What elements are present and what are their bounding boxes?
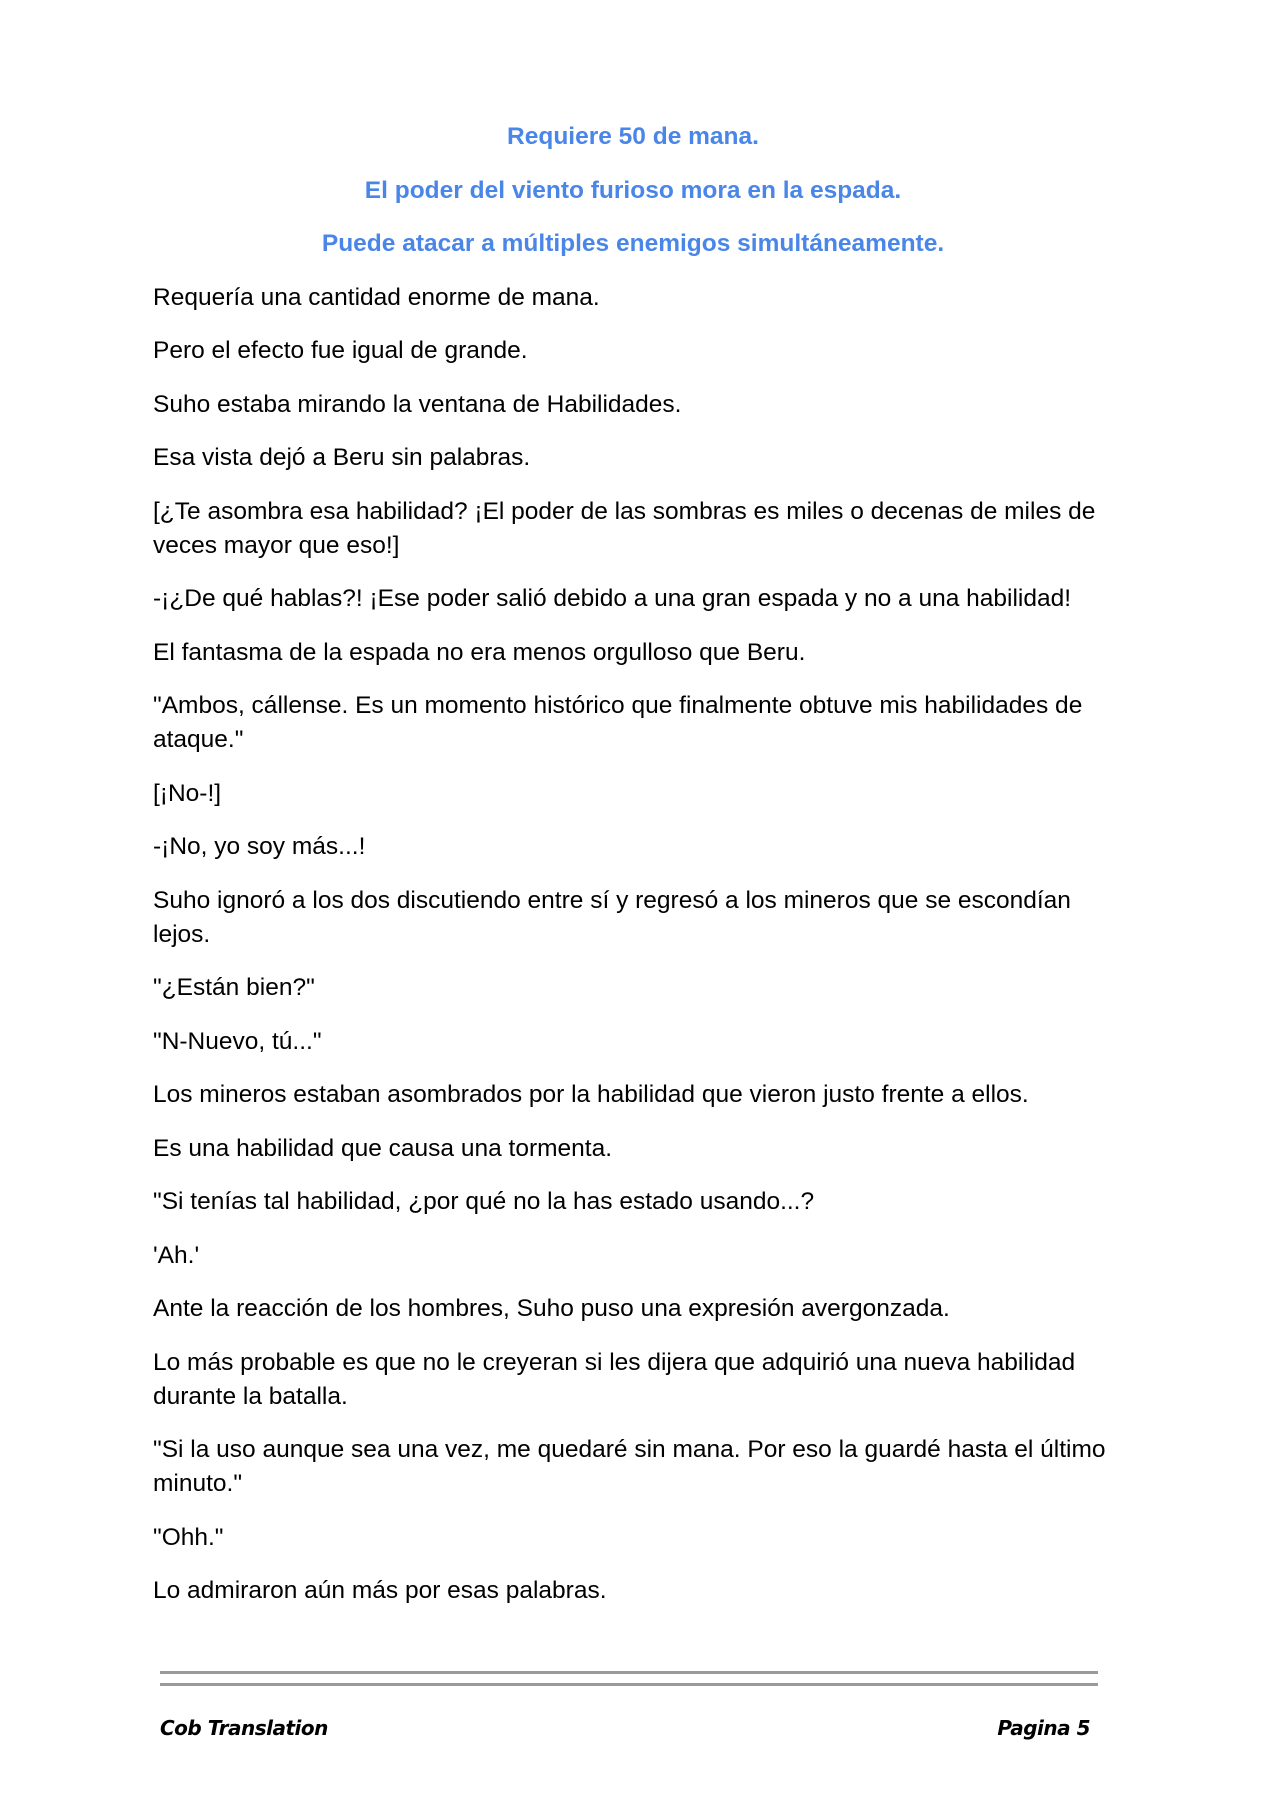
paragraph: Esa vista dejó a Beru sin palabras. — [153, 444, 531, 471]
footer-page-number: Pagina 5 — [997, 1716, 1090, 1740]
skill-line: Requiere 50 de mana. — [507, 123, 759, 150]
paragraph: Los mineros estaban asombrados por la habilidad que vieron justo frente a ellos. — [153, 1081, 1029, 1108]
paragraph: 'Ah.' — [153, 1241, 200, 1269]
paragraph: Requería una cantidad enorme de mana. — [153, 283, 600, 311]
paragraph: Pero el efecto fue igual de grande. — [153, 337, 528, 364]
footer-divider — [160, 1671, 1098, 1674]
paragraph: "Ohh." — [153, 1523, 224, 1551]
paragraph: [¡No-!] — [153, 779, 222, 807]
paragraph: [¿Te asombra esa habilidad? ¡El poder de las sombras es miles o decenas de miles de veces mayor que eso!] — [153, 497, 1096, 559]
paragraph: -¡No, yo soy más...! — [153, 833, 366, 860]
paragraph: Lo más probable es que no le creyeran si les dijera que adquirió una nueva habilidad durante la batalla. — [153, 1348, 1076, 1410]
paragraph: Suho ignoró a los dos discutiendo entre sí y regresó a los mineros que se escondían lejos. — [153, 886, 1071, 948]
skill-line: Puede atacar a múltiples enemigos simultáneamente. — [321, 230, 945, 257]
paragraph: "N-Nuevo, tú..." — [153, 1027, 322, 1055]
paragraph: "Si la uso aunque sea una vez, me quedaré sin mana. Por eso la guardé hasta el último minuto." — [153, 1436, 1106, 1497]
paragraph: Es una habilidad que causa una tormenta. — [153, 1134, 613, 1162]
paragraph: Suho estaba mirando la ventana de Habilidades. — [153, 390, 682, 418]
paragraph: Lo admiraron aún más por esas palabras. — [153, 1577, 607, 1604]
paragraph: Ante la reacción de los hombres, Suho puso una expresión avergonzada. — [153, 1295, 950, 1322]
paragraph: "Si tenías tal habilidad, ¿por qué no la has estado usando...? — [153, 1188, 815, 1215]
footer-translator: Cob Translation — [160, 1716, 328, 1740]
skill-line: El poder del viento furioso mora en la espada. — [364, 176, 902, 204]
paragraph: "Ambos, cállense. Es un momento histórico que finalmente obtuve mis habilidades de ataque." — [153, 692, 1083, 753]
page-body — [153, 120, 1113, 1628]
paragraph: El fantasma de la espada no era menos orgulloso que Beru. — [153, 638, 806, 666]
footer-divider — [160, 1683, 1098, 1686]
paragraph: -¡¿De qué hablas?! ¡Ese poder salió debido a una gran espada y no a una habilidad! — [153, 585, 1072, 612]
paragraph: "¿Están bien?" — [153, 974, 315, 1001]
